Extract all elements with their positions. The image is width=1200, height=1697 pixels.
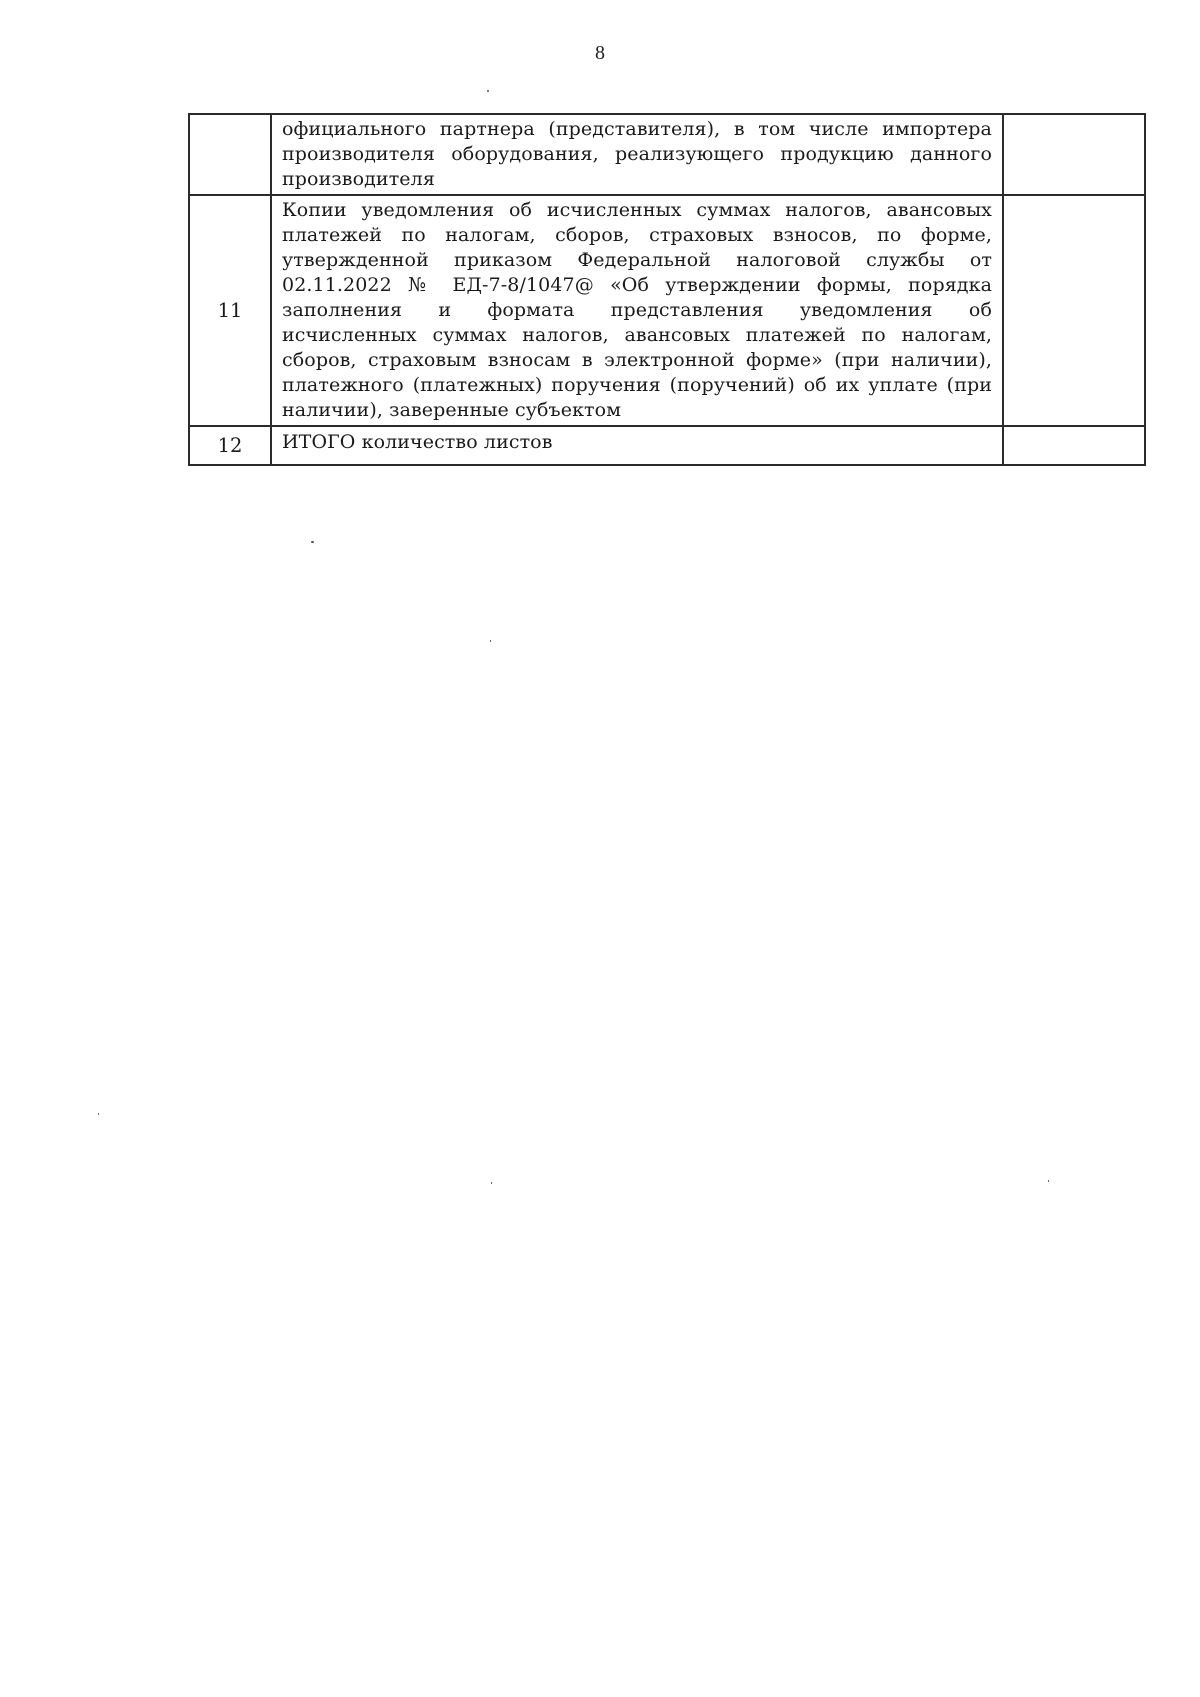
text-line: 02.11.2022 № ЕД-7-8/1047@ «Об утверждении формы, порядка — [282, 274, 992, 296]
text-line: исчисленных суммах налогов, авансовых платежей по налогам, — [282, 324, 992, 346]
table-row-total — [189, 426, 1145, 465]
row-description-cell — [271, 426, 1003, 465]
row-number-cell: 11 — [189, 195, 271, 426]
text-line: сборов, страховым взносам в электронной форме» (при наличии), — [282, 349, 992, 371]
table-row — [189, 195, 1145, 426]
row-number-cell — [189, 114, 271, 195]
text-line: официального партнера (представителя), в том числе импортера — [282, 118, 992, 140]
scan-speck — [487, 90, 489, 92]
row-description-cell — [271, 195, 1003, 426]
text-line: производителя оборудования, реализующего продукцию данного — [282, 143, 992, 165]
text-line: платежного (платежных) поручения (поручений) об их уплате (при — [282, 374, 992, 396]
text-line: платежей по налогам, сборов, страховых взносов, по форме, — [282, 224, 992, 246]
row-number-cell: 12 — [189, 426, 271, 465]
text-line: заполнения и формата представления уведомления об — [282, 299, 992, 321]
document-table — [188, 113, 1146, 466]
scan-speck — [98, 1113, 99, 1115]
scan-speck — [490, 640, 491, 642]
row-pages-cell — [1003, 114, 1145, 195]
text-line: ИТОГО количество листов — [282, 431, 553, 453]
scan-speck — [311, 541, 314, 543]
row-pages-cell — [1003, 426, 1145, 465]
row-description-cell — [271, 114, 1003, 195]
text-line: утвержденной приказом Федеральной налоговой службы от — [282, 249, 992, 271]
table-row — [189, 114, 1145, 195]
scan-speck — [491, 1182, 492, 1184]
scan-speck — [1048, 1180, 1049, 1182]
text-line: Копии уведомления об исчисленных суммах налогов, авансовых — [282, 199, 992, 221]
text-line: производителя — [282, 168, 435, 190]
row-pages-cell — [1003, 195, 1145, 426]
page-number: 8 — [595, 42, 605, 64]
text-line: наличии), заверенные субъектом — [282, 399, 622, 421]
